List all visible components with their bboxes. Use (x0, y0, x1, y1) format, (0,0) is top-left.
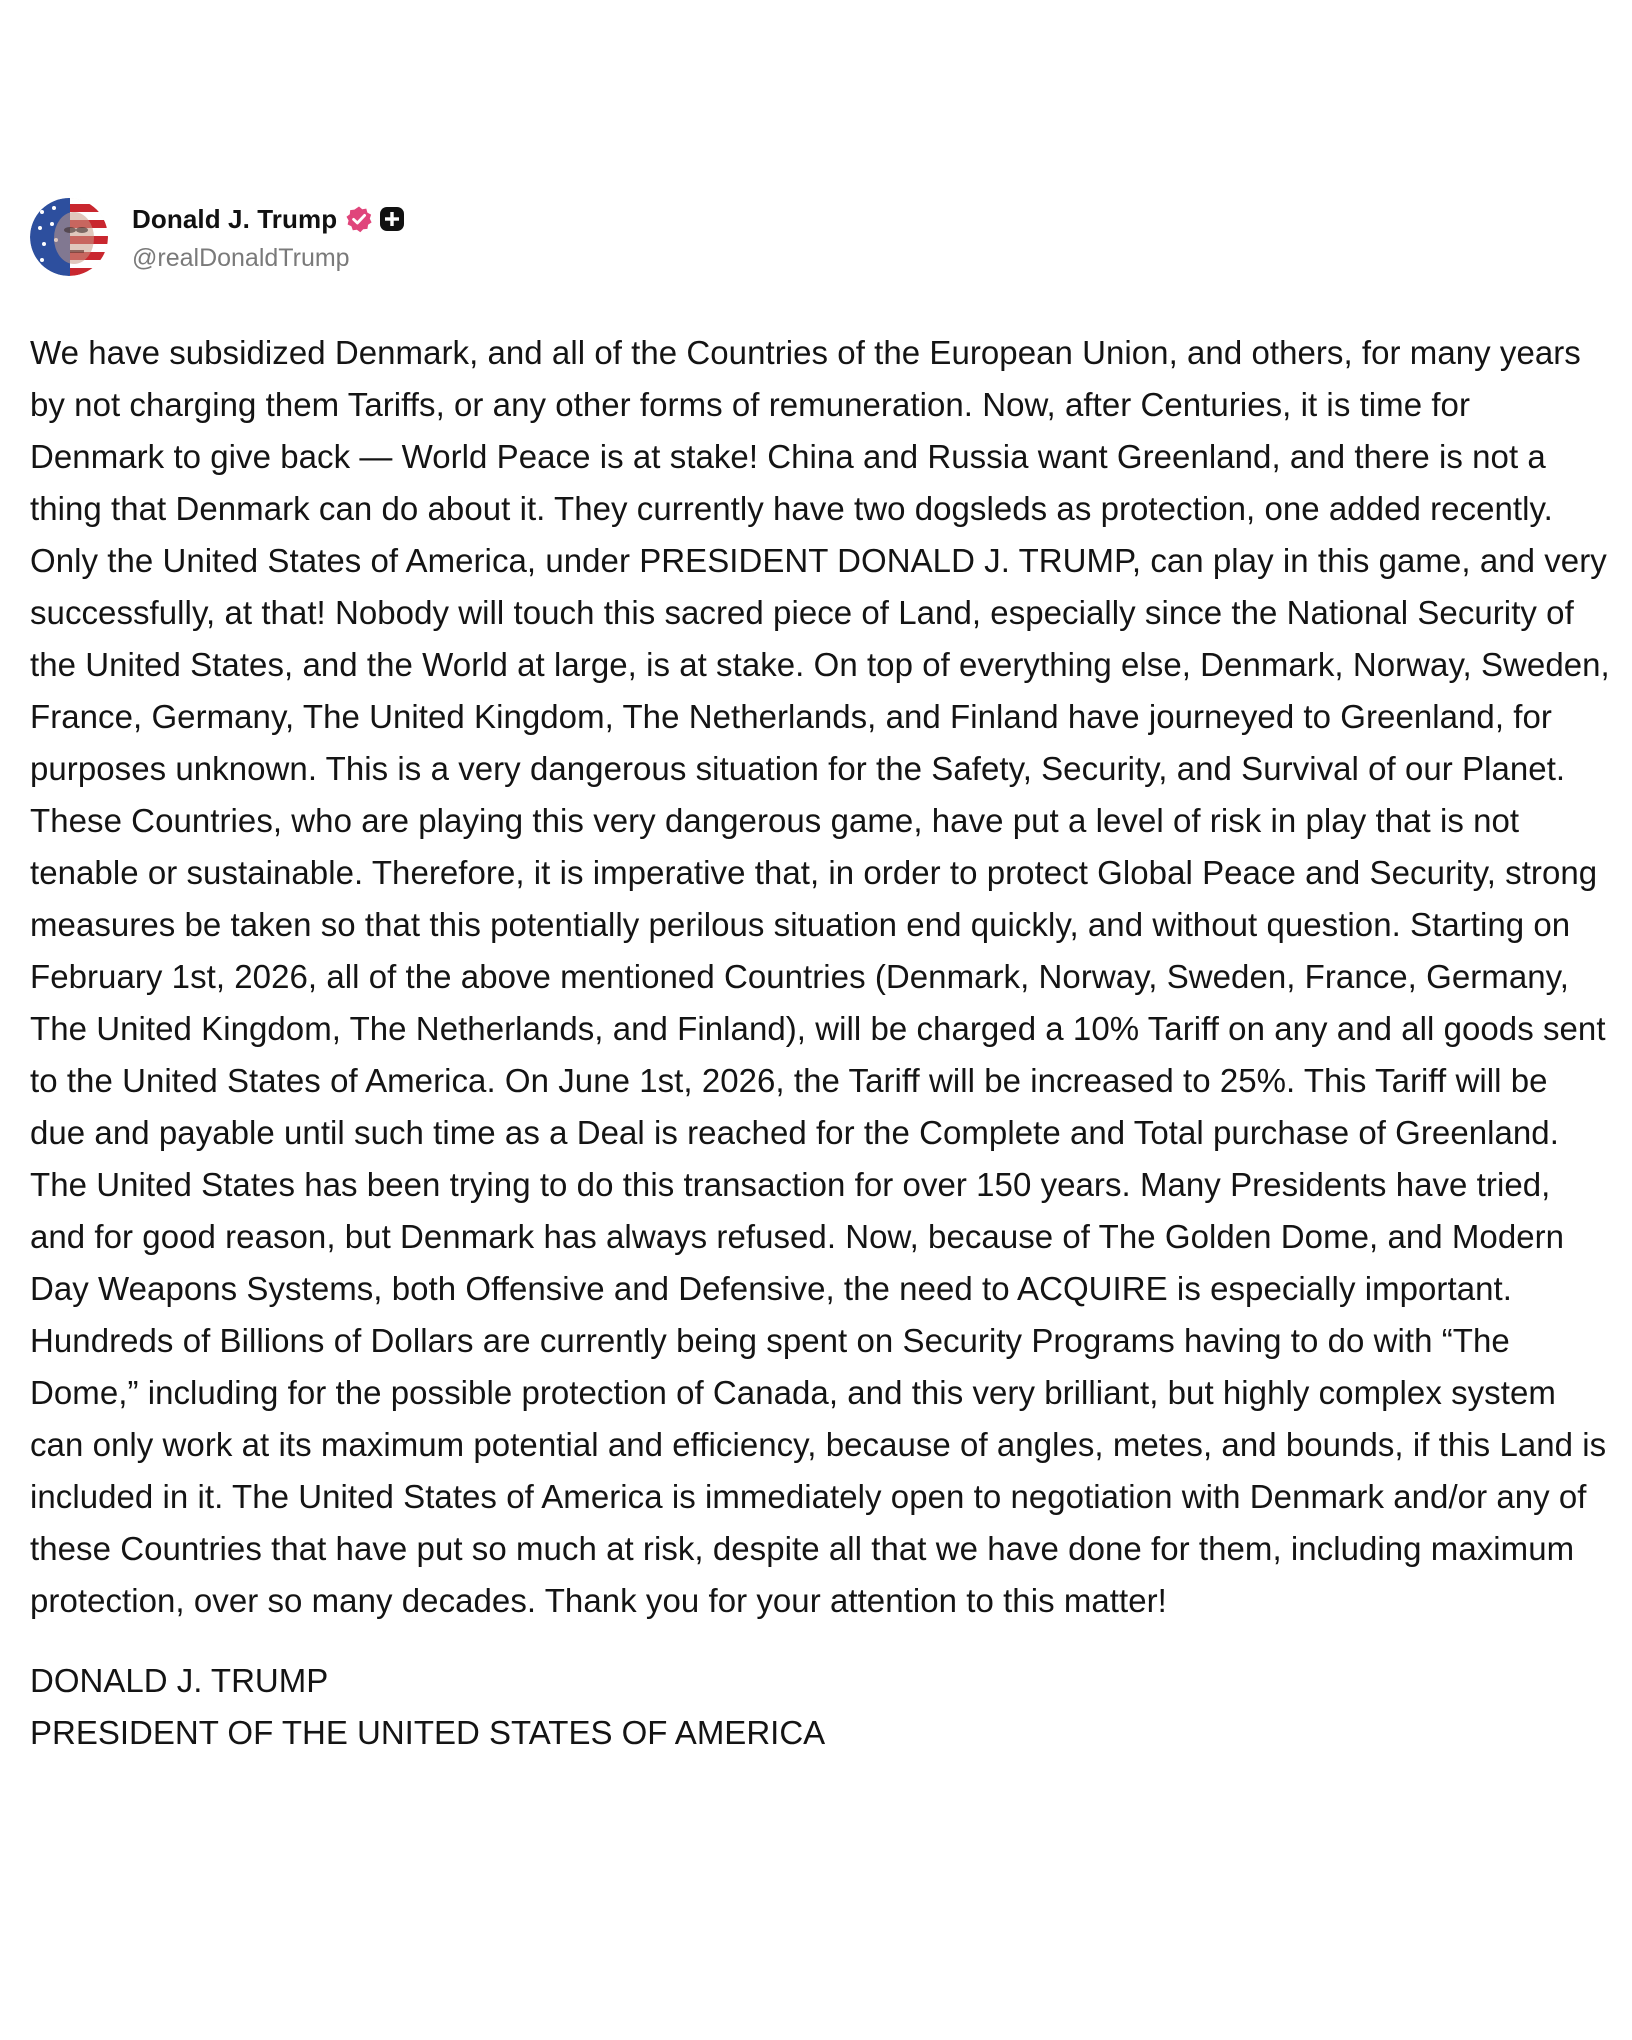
name-row (132, 199, 405, 239)
post-header (30, 195, 1610, 279)
avatar-image (30, 198, 108, 276)
post (30, 195, 1610, 1759)
author-identity (132, 199, 405, 275)
plus-icon[interactable] (379, 206, 405, 232)
signature-name: DONALD J. TRUMP (30, 1662, 329, 1699)
display-name[interactable]: Donald J. Trump (132, 203, 338, 234)
author-handle[interactable]: @realDonaldTrump (132, 244, 350, 272)
signature (30, 1655, 1610, 1759)
signature-title: PRESIDENT OF THE UNITED STATES OF AMERICA (30, 1714, 826, 1751)
post-body-text: We have subsidized Denmark, and all of the Countries of the European Union, and others, for many years by not charging them Tariffs, or any other forms of remuneration. Now, after Centuries, it is time for Denmark to give back — World Peace is at stake! China and Russia want Greenland, and there is not a thing that Denmark can do about it. They currently have two dogsleds as protection, one added recently. Only the United States of America, under PRESIDENT DONALD J. TRUMP, can play in this game, and very successfully, at that! Nobody will touch this sacred piece of Land, especially since the National Security of the United States, and the World at large, is at stake. On top of everything else, Denmark, Norway, Sweden, France, Germany, The United Kingdom, The Netherlands, and Finland have journeyed to Greenland, for purposes unknown. This is a very dangerous situation for the Safety, Security, and Survival of our Planet. These Countries, who are playing this very dangerous game, have put a level of risk in play that is not tenable or sustainable. Therefore, it is imperative that, in order to protect Global Peace and Security, strong measures be taken so that this potentially perilous situation end quickly, and without question. Starting on February 1st, 2026, all of the above mentioned Countries (Denmark, Norway, Sweden, France, Germany, The United Kingdom, The Netherlands, and Finland), will be charged a 10% Tariff on any and all goods sent to the United States of America. On June 1st, 2026, the Tariff will be increased to 25%. This Tariff will be due and payable until such time as a Deal is reached for the Complete and Total purchase of Greenland. The United States has been trying to do this transaction for over 150 years. Many Presidents have tried, and for good reason, but Denmark has always refused. Now, because of The Golden Dome, and Modern Day Weapons Systems, both Offensive and Defensive, the need to ACQUIRE is especially important. Hundreds of Billions of Dollars are currently being spent on Security Programs having to do with “The Dome,” including for the possible protection of Canada, and this very brilliant, but highly complex system can only work at its maximum potential and efficiency, because of angles, metes, and bounds, if this Land is included in it. The United States of America is immediately open to negotiation with Denmark and/or any of these Countries that have put so much at risk, despite all that we have done for them, including maximum protection, over so many decades. Thank you for your attention to this matter! (30, 334, 1610, 1619)
verified-badge-icon (345, 205, 373, 233)
avatar[interactable] (30, 198, 108, 276)
